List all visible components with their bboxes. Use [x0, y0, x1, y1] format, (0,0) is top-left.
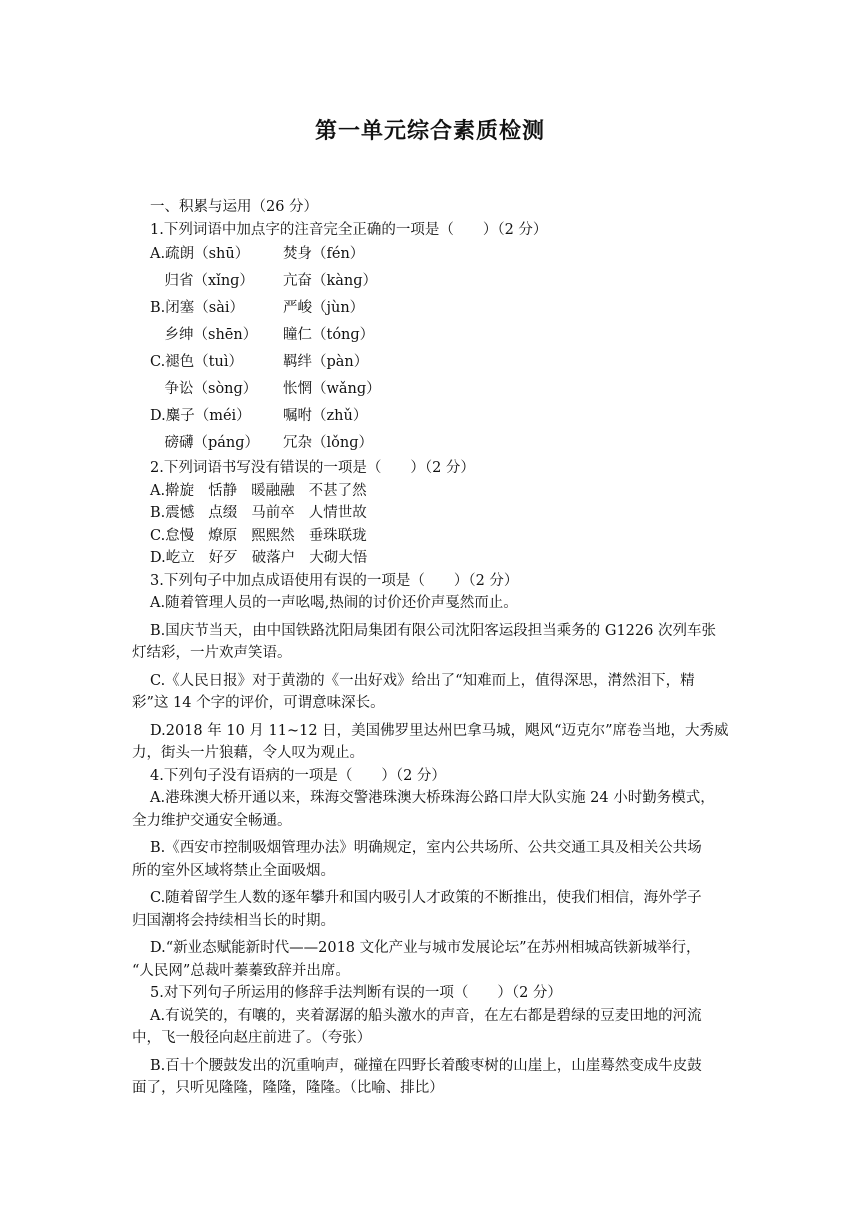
q5-option-a-line1: A.有说笑的，有嚷的，夹着潺潺的船头激水的声音，在左右都是碧绿的豆麦田地的河流 — [150, 1007, 702, 1024]
question-1-options — [150, 241, 730, 457]
q2-option-row: A.擀旋 恬静 暖融融 不甚了然 — [150, 482, 367, 499]
q1-option-row: D.麋子（méi） 嘱咐（zhǔ） — [150, 408, 368, 425]
q2-option-row: D.屹立 好歹 破落户 大砌大悟 — [150, 550, 368, 566]
q5-option-a-line2: 中，飞一般径向赵庄前进了。（夸张） — [132, 1030, 372, 1046]
q1-option-row: B.闭塞（sài） 严峻（jùn） — [150, 300, 365, 317]
q4-option-a-line1: A.港珠澳大桥开通以来，珠海交警港珠澳大桥珠海公路口岸大队实施 24 小时勤务模式， — [150, 790, 715, 806]
q5-option-b-line1: B.百十个腰鼓发出的沉重响声，碰撞在四野长着酸枣树的山崖上，山崖蓦然变成牛皮鼓 — [150, 1057, 702, 1074]
q4-option-d-line2: “人民网”总裁叶蓁蓁致辞并出席。 — [132, 962, 350, 979]
q3-option-c-line1: C.《人民日报》对于黄渤的《一出好戏》给出了“知难而上，值得深思，潸然泪下，精 — [150, 672, 695, 689]
q4-option-a-line2: 全力维护交通安全畅通。 — [132, 812, 292, 829]
q3-option-d-line1: D.2018 年 10 月 11~12 日，美国佛罗里达州巴拿马城，飓风“迈克尔”席卷当地，大秀威 — [150, 722, 729, 739]
q2-option-row: C.怠慢 燎原 熙熙然 垂珠联珑 — [150, 527, 367, 544]
q1-option-row: 归省（xǐnɡ） 亢奋（kànɡ） — [150, 273, 378, 290]
question-3-stem: 3.下列句子中加点成语使用有误的一项是（ ）（2 分） — [150, 572, 519, 589]
q1-option-row: 乡绅（shēn） 瞳仁（tónɡ） — [150, 327, 375, 344]
question-2-options — [150, 480, 730, 570]
q3-option-c-line2: 彩”这 14 个字的评价，可谓意味深长。 — [132, 695, 385, 711]
q3-option-a: A.随着管理人员的一声吆喝,热闹的讨价还价声戛然而止。 — [150, 595, 518, 611]
q1-option-row: A.疏朗（shū） 焚身（fén） — [150, 246, 365, 263]
q3-option-d-line2: 力，街头一片狼藉，令人叹为观止。 — [132, 745, 364, 761]
section-heading: 一、积累与运用（26 分） — [150, 199, 319, 215]
q4-option-d-line1: D.“新业态赋能新时代——2018 文化产业与城市发展论坛”在苏州相城高铁新城举行， — [150, 940, 701, 956]
q1-option-row: 磅礴（pánɡ） 冗杂（lǒnɡ） — [150, 435, 373, 452]
exam-content — [132, 196, 730, 1100]
q4-option-c-line2: 归国潮将会持续相当长的时期。 — [132, 912, 335, 929]
page-title: 第一单元综合素质检测 — [314, 118, 545, 144]
q2-option-row: B.震憾 点缀 马前卒 人情世故 — [150, 505, 367, 521]
q4-option-c-line1: C.随着留学生人数的逐年攀升和国内吸引人才政策的不断推出，使我们相信，海外学子 — [150, 890, 702, 906]
question-2-stem: 2.下列词语书写没有错误的一项是（ ）（2 分） — [150, 460, 475, 476]
q5-option-b-line2: 面了，只听见隆隆，隆隆，隆隆。（比喻、排比） — [132, 1080, 444, 1096]
question-5-stem: 5.对下列句子所运用的修辞手法判断有误的一项（ ）（2 分） — [150, 985, 562, 1001]
q3-option-b-line2: 灯结彩，一片欢声笑语。 — [132, 645, 292, 661]
q1-option-row: 争讼（sònɡ） 怅惘（wǎnɡ） — [150, 381, 381, 398]
q4-option-b-line2: 所的室外区域将禁止全面吸烟。 — [132, 862, 335, 879]
question-4-stem: 4.下列句子没有语病的一项是（ ）（2 分） — [150, 767, 446, 784]
q3-option-b-line1: B.国庆节当天，由中国铁路沈阳局集团有限公司沈阳客运段担当乘务的 G1226 次列车张 — [150, 622, 716, 639]
q4-option-b-line1: B.《西安市控制吸烟管理办法》明确规定，室内公共场所、公共交通工具及相关公共场 — [150, 840, 702, 856]
question-1-stem: 1.下列词语中加点字的注音完全正确的一项是（ ）（2 分） — [150, 221, 548, 238]
q1-option-row: C.褪色（tuì） 羁绊（pàn） — [150, 354, 369, 371]
